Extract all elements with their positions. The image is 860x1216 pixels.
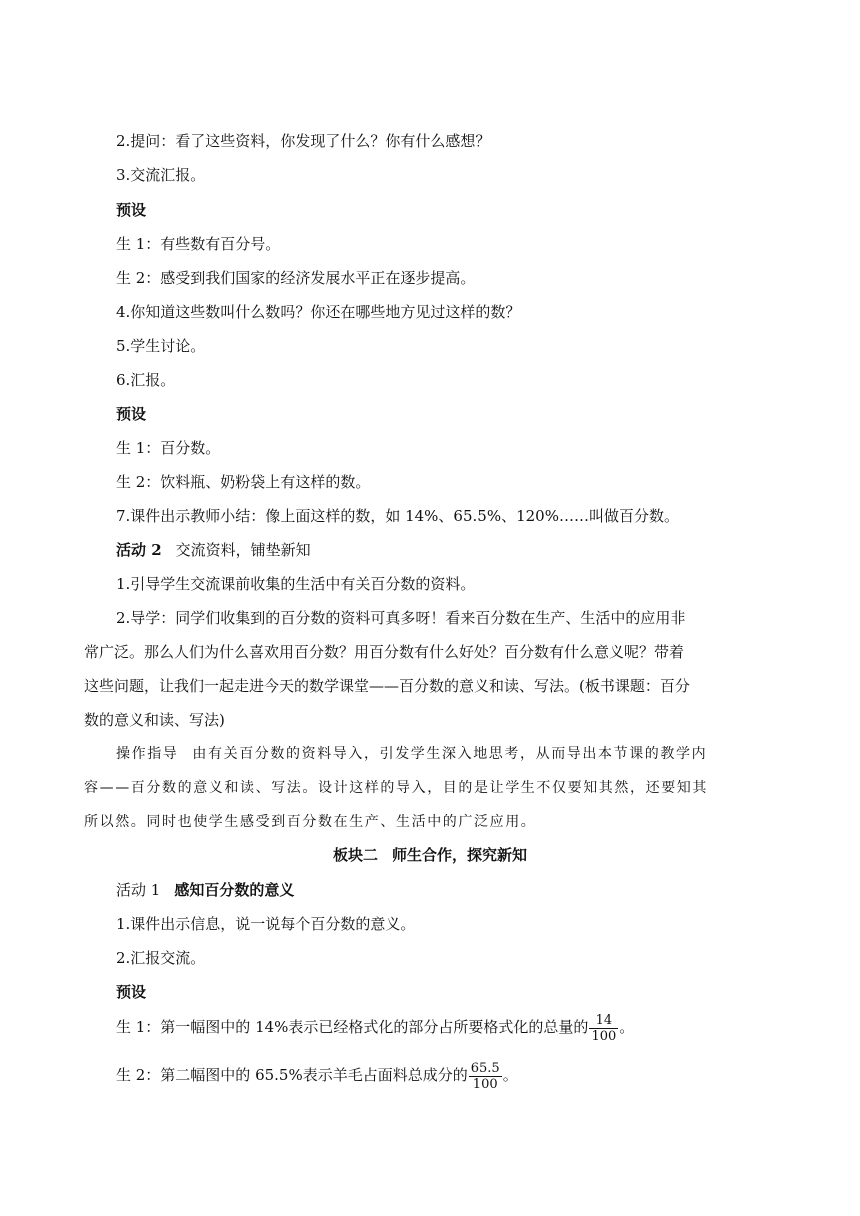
answer-text: 生 1：第一幅图中的 14%表示已经格式化的部分占所要格式化的总量的 bbox=[116, 1018, 589, 1036]
section-label: 板块二 bbox=[332, 846, 378, 864]
activity-title: 交流资料，铺垫新知 bbox=[175, 541, 311, 559]
guide-label: 操作指导 bbox=[116, 746, 179, 762]
paragraph-line: 常广泛。那么人们为什么喜欢用百分数？用百分数有什么好处？百分数有什么意义呢？带着 bbox=[84, 643, 685, 661]
student-1-answer: 生 1：百分数。 bbox=[116, 439, 221, 457]
student-1-answer: 生 1：有些数有百分号。 bbox=[116, 235, 281, 253]
student-1-fraction-answer bbox=[116, 1012, 806, 1044]
answer-end: 。 bbox=[502, 1066, 518, 1084]
fraction-numerator: 65.5 bbox=[470, 1060, 500, 1076]
fraction-denominator: 100 bbox=[591, 1028, 617, 1044]
preset-heading: 预设 bbox=[116, 983, 147, 1001]
activity-title: 感知百分数的意义 bbox=[174, 881, 295, 899]
paragraph-line: 这些问题，让我们一起走进今天的数学课堂——百分数的意义和读、写法。(板书课题：百分 bbox=[84, 677, 690, 695]
student-2-answer: 生 2：感受到我们国家的经济发展水平正在逐步提高。 bbox=[116, 269, 476, 287]
fraction-denominator: 100 bbox=[472, 1076, 498, 1092]
activity-label: 活动 1 bbox=[116, 881, 161, 899]
fraction bbox=[589, 1013, 618, 1044]
paragraph-line: 数的意义和读、写法) bbox=[84, 711, 225, 729]
answer-text: 生 2：第二幅图中的 65.5%表示羊毛占面料总成分的 bbox=[116, 1066, 468, 1084]
fraction-numerator: 14 bbox=[589, 1013, 618, 1029]
guide-text-line: 所以然。同时也使学生感受到百分数在生产、生活中的广泛应用。 bbox=[84, 814, 537, 830]
activity-2-heading bbox=[116, 540, 806, 560]
activity-1-step-1: 1.课件出示信息，说一说每个百分数的意义。 bbox=[116, 915, 416, 933]
section-title: 师生合作，探究新知 bbox=[392, 846, 528, 864]
fraction bbox=[469, 1061, 502, 1092]
student-2-fraction-answer bbox=[116, 1060, 806, 1092]
activity-1-step-2: 2.汇报交流。 bbox=[116, 949, 206, 967]
answer-end: 。 bbox=[619, 1018, 635, 1036]
step-4-question: 4.你知道这些数叫什么数吗？你还在哪些地方见过这样的数？ bbox=[116, 303, 521, 321]
section-heading bbox=[0, 845, 860, 865]
preset-heading: 预设 bbox=[116, 201, 147, 219]
guide-text: 由有关百分数的资料导入，引发学生深入地思考，从而导出本节课的教学内 bbox=[192, 746, 708, 762]
activity-label: 活动 2 bbox=[116, 541, 162, 559]
student-2-answer: 生 2：饮料瓶、奶粉袋上有这样的数。 bbox=[116, 473, 371, 491]
step-7-summary: 7.课件出示教师小结：像上面这样的数，如 14%、65.5%、120%……叫做百分数。 bbox=[116, 507, 679, 525]
step-3-report: 3.交流汇报。 bbox=[116, 166, 206, 184]
step-5-discussion: 5.学生讨论。 bbox=[116, 337, 206, 355]
activity-2-step-1: 1.引导学生交流课前收集的生活中有关百分数的资料。 bbox=[116, 575, 476, 593]
operation-guide bbox=[116, 744, 806, 764]
preset-heading: 预设 bbox=[116, 405, 147, 423]
step-6-report: 6.汇报。 bbox=[116, 371, 176, 389]
paragraph-line: 2.导学：同学们收集到的百分数的资料可真多呀！看来百分数在生产、生活中的应用非 bbox=[116, 609, 686, 627]
activity-1-heading bbox=[116, 880, 806, 900]
guide-text-line: 容——百分数的意义和读、写法。设计这样的导入，目的是让学生不仅要知其然，还要知其 bbox=[84, 780, 708, 796]
step-2-question: 2.提问：看了这些资料，你发现了什么？你有什么感想？ bbox=[116, 132, 491, 150]
